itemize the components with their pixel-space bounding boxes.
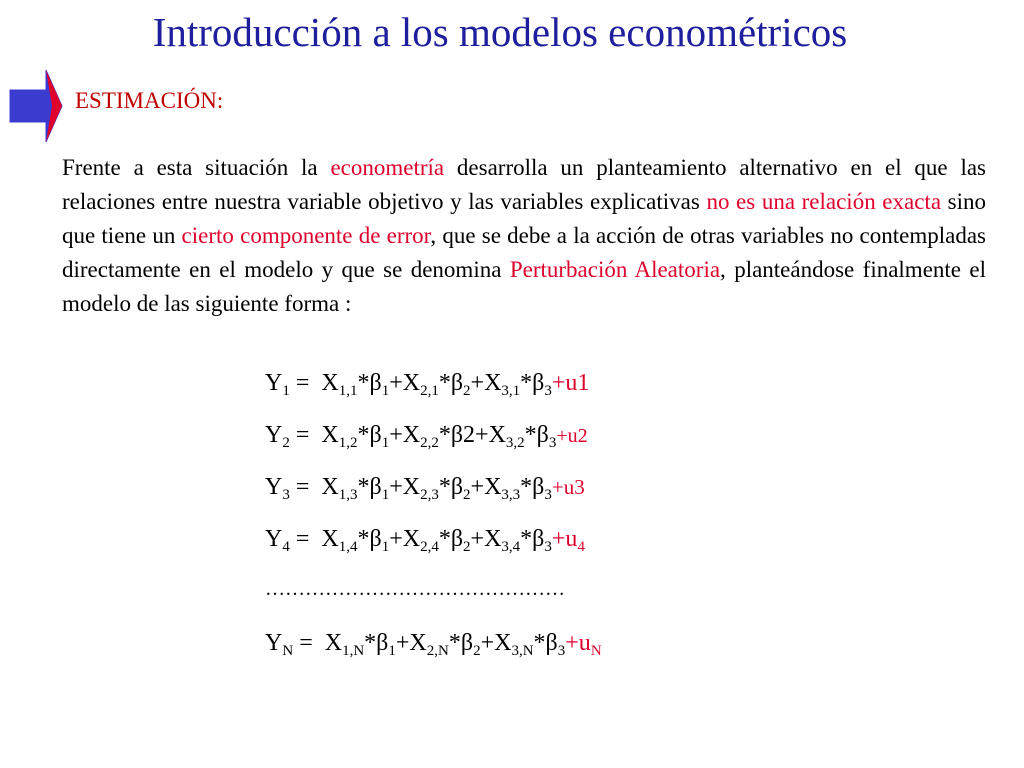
eq-beta: β	[450, 370, 464, 396]
eq-y: Y	[265, 630, 283, 656]
eq-beta: β	[450, 526, 464, 552]
eq-beta: β	[369, 474, 382, 500]
eq-subscript: 3	[544, 487, 552, 503]
eq-x: +X	[389, 474, 421, 500]
eq-subscript: 1,4	[338, 539, 358, 555]
eq-error-term: +u3	[551, 475, 585, 499]
eq-subscript: 1,2	[338, 435, 358, 451]
eq-error-term: +u1	[551, 370, 590, 396]
right-arrow-bullet-icon	[8, 66, 64, 146]
eq-times: *	[438, 370, 451, 396]
equation-1	[265, 370, 602, 422]
eq-subscript: 1	[282, 383, 290, 399]
eq-beta: β	[536, 422, 549, 448]
eq-times: *	[438, 474, 451, 500]
eq-subscript: 2	[463, 539, 471, 555]
equation-list	[265, 370, 602, 682]
section-label: ESTIMACIÓN:	[75, 88, 224, 113]
eq-x: +X	[389, 422, 421, 448]
eq-times: *	[364, 630, 377, 656]
paragraph-text: Frente a esta situación la	[62, 155, 331, 180]
eq-beta: β	[532, 474, 545, 500]
eq-subscript: 1	[381, 539, 390, 555]
eq-x: X	[321, 370, 339, 396]
eq-sign: =	[289, 370, 322, 396]
eq-sign: =	[293, 630, 325, 656]
eq-y: Y	[265, 422, 283, 448]
eq-beta: β	[369, 526, 382, 552]
eq-subscript: 3	[544, 383, 552, 399]
eq-y: Y	[265, 526, 283, 552]
eq-subscript: 2	[463, 383, 471, 399]
eq-times: *	[520, 526, 533, 552]
eq-subscript: 1,3	[338, 487, 358, 503]
eq-subscript: 2,2	[420, 435, 439, 451]
eq-subscript: N	[282, 643, 294, 659]
eq-subscript: 2,3	[420, 487, 439, 503]
eq-beta: β	[450, 422, 464, 448]
paragraph-text: , que se debe a la acción de otras variables no contempladas directamente en el modelo y que se denomina	[62, 223, 986, 282]
eq-y: Y	[265, 370, 283, 396]
highlight-econometria: econometría	[330, 155, 445, 180]
eq-times: *	[448, 630, 461, 656]
slide-title: Introducción a los modelos econométricos	[152, 9, 848, 55]
highlight-error: cierto componente de error	[181, 223, 431, 248]
eq-beta: β	[532, 526, 545, 552]
eq-subscript: 4	[282, 539, 290, 555]
eq-beta: β	[450, 474, 464, 500]
eq-subscript: 3,4	[501, 539, 521, 555]
eq-subscript: 3,N	[511, 643, 534, 659]
eq-x: +X	[389, 526, 421, 552]
eq-times: *	[520, 474, 533, 500]
eq-times: *	[357, 526, 370, 552]
highlight-perturbacion: Perturbación Aleatoria	[509, 257, 721, 282]
eq-x: X	[321, 526, 339, 552]
eq-x: +X	[475, 422, 506, 448]
eq-subscript: 1	[381, 435, 390, 451]
eq-beta-index: 2	[463, 422, 476, 448]
eq-x: +X	[470, 474, 502, 500]
eq-x: +X	[480, 630, 512, 656]
eq-beta: β	[376, 630, 389, 656]
eq-subscript: 3	[282, 487, 290, 503]
eq-x: X	[321, 474, 339, 500]
eq-beta: β	[545, 630, 558, 656]
eq-beta: β	[460, 630, 474, 656]
eq-error-term: +u	[551, 526, 578, 552]
eq-subscript: 2	[463, 487, 471, 503]
eq-times: *	[520, 370, 533, 396]
eq-beta: β	[369, 422, 382, 448]
eq-subscript: 3,1	[501, 383, 521, 399]
equation-3	[265, 474, 602, 526]
eq-sign: =	[289, 526, 322, 552]
eq-subscript: 1	[388, 643, 396, 659]
eq-times: *	[357, 370, 370, 396]
eq-beta: β	[532, 370, 545, 396]
eq-x: +X	[470, 370, 502, 396]
eq-x: X	[324, 630, 343, 656]
eq-subscript: 3,2	[505, 435, 525, 451]
eq-error-term: +u	[565, 630, 591, 656]
paragraph-text: sino que tiene un	[62, 189, 986, 248]
eq-subscript: 1,1	[338, 383, 358, 399]
eq-subscript: 3	[544, 539, 552, 555]
eq-subscript: 2,1	[420, 383, 439, 399]
eq-x: X	[321, 422, 339, 448]
ellipsis-row: ………………………………………	[265, 578, 565, 600]
body-paragraph	[62, 151, 986, 321]
equation-4	[265, 526, 602, 578]
eq-subscript: 2	[473, 643, 481, 659]
eq-times: *	[524, 422, 537, 448]
eq-times: *	[438, 526, 451, 552]
highlight-relacion: no es una relación exacta	[706, 189, 942, 214]
eq-error-term: +u2	[556, 425, 588, 447]
eq-sign: =	[289, 474, 322, 500]
paragraph-text: desarrolla un planteamiento alternativo en el que las relaciones entre nuestra variable objetivo y las variables explicativas	[62, 155, 986, 214]
eq-subscript: N	[590, 643, 602, 659]
eq-y: Y	[265, 474, 283, 500]
eq-subscript: 1	[381, 487, 390, 503]
eq-times: *	[533, 630, 546, 656]
eq-times: *	[357, 422, 370, 448]
eq-times: *	[357, 474, 370, 500]
eq-subscript: 4	[577, 539, 585, 555]
equation-n	[265, 630, 602, 682]
eq-subscript: 1,N	[342, 643, 365, 659]
eq-subscript: 3	[557, 643, 566, 659]
eq-subscript: 1	[381, 383, 390, 399]
eq-subscript: 3,3	[501, 487, 521, 503]
eq-sign: =	[289, 422, 322, 448]
paragraph-text: , planteándose finalmente el modelo de las siguiente forma :	[62, 257, 987, 316]
eq-subscript: 2,N	[426, 643, 449, 659]
eq-subscript: 2	[282, 435, 290, 451]
eq-subscript: 3	[548, 435, 557, 451]
eq-subscript: 2,4	[420, 539, 439, 555]
equation-2	[265, 422, 602, 474]
eq-x: +X	[395, 630, 427, 656]
eq-x: +X	[470, 526, 502, 552]
eq-beta: β	[369, 370, 382, 396]
eq-x: +X	[389, 370, 421, 396]
eq-times: *	[438, 422, 451, 448]
